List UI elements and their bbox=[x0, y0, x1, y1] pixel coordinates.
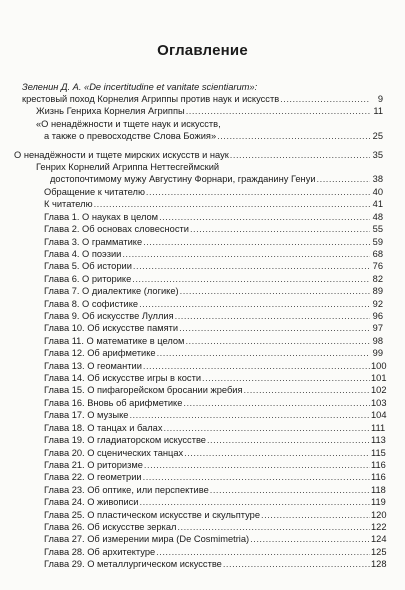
toc-entry-text: Глава 14. Об искусстве игры в кости bbox=[44, 373, 202, 383]
toc-chapter[interactable] bbox=[44, 285, 383, 297]
toc-page-number: 101 bbox=[371, 373, 387, 383]
toc-entry[interactable] bbox=[44, 198, 383, 210]
toc-page-number: 35 bbox=[372, 150, 383, 160]
toc-entry-text: «О ненадёжности и тщете наук и искусств, bbox=[36, 119, 221, 129]
toc-chapter[interactable] bbox=[44, 360, 387, 372]
toc-entry[interactable] bbox=[50, 173, 383, 185]
leader-dots bbox=[210, 484, 370, 496]
toc-entry-text: Глава 9. Об искусстве Луллия bbox=[44, 311, 174, 321]
toc-page-number: 115 bbox=[371, 448, 386, 458]
toc-chapter[interactable] bbox=[44, 521, 387, 533]
toc-page-number: 48 bbox=[372, 212, 383, 222]
leader-dots bbox=[179, 322, 370, 334]
toc-chapter[interactable] bbox=[44, 372, 387, 384]
toc-entry-text: Глава 22. О геометрии bbox=[44, 472, 142, 482]
toc-entry-text: Обращение к читателю bbox=[44, 187, 145, 197]
toc-chapter[interactable] bbox=[44, 533, 387, 545]
toc-page-number: 68 bbox=[372, 249, 383, 259]
toc-page-number: 103 bbox=[371, 398, 387, 408]
leader-dots bbox=[132, 273, 370, 285]
leader-dots bbox=[156, 546, 370, 558]
toc-page-number: 11 bbox=[373, 106, 383, 116]
leader-dots bbox=[202, 372, 370, 384]
toc-chapter[interactable] bbox=[44, 484, 386, 496]
toc-entry-text: Глава 13. О геомантии bbox=[44, 361, 142, 371]
leader-dots bbox=[143, 236, 370, 248]
toc-chapter[interactable] bbox=[44, 310, 383, 322]
leader-dots bbox=[180, 285, 370, 297]
toc-entry-text: Глава 7. О диалектике (логике) bbox=[44, 286, 179, 296]
toc-page-number: 55 bbox=[372, 224, 383, 234]
toc-page-number: 124 bbox=[371, 534, 387, 544]
leader-dots bbox=[157, 347, 370, 359]
toc-chapter[interactable] bbox=[44, 248, 383, 260]
toc-chapter[interactable] bbox=[44, 236, 383, 248]
toc-entry-text: К читателю bbox=[44, 199, 93, 209]
toc-chapter[interactable] bbox=[44, 422, 386, 434]
leader-dots bbox=[186, 105, 370, 117]
toc-chapter[interactable] bbox=[44, 347, 383, 359]
toc-page-number: 96 bbox=[372, 311, 383, 321]
toc-page-number: 92 bbox=[372, 299, 383, 309]
toc-page-number: 104 bbox=[371, 410, 387, 420]
toc-chapter[interactable] bbox=[44, 335, 383, 347]
toc-page-number: 59 bbox=[372, 237, 383, 247]
toc-entry-text: Глава 8. О софистике bbox=[44, 299, 139, 309]
toc-chapter[interactable] bbox=[44, 459, 386, 471]
toc-page-number: 122 bbox=[371, 522, 387, 532]
toc-chapter[interactable] bbox=[44, 260, 383, 272]
leader-dots bbox=[159, 211, 370, 223]
toc-page-number: 99 bbox=[372, 348, 383, 358]
toc-entry-text: Глава 3. О грамматике bbox=[44, 237, 143, 247]
toc-page-number: 128 bbox=[371, 559, 387, 569]
leader-dots bbox=[139, 298, 370, 310]
toc-entry-text: Глава 11. О математике в целом bbox=[44, 336, 185, 346]
leader-dots bbox=[317, 173, 370, 185]
toc-chapter[interactable] bbox=[44, 509, 387, 521]
page-title: Оглавление bbox=[157, 42, 248, 59]
toc-entry-text: Глава 4. О поэзии bbox=[44, 249, 122, 259]
leader-dots bbox=[207, 434, 370, 446]
toc-page-number: 98 bbox=[372, 336, 383, 346]
leader-dots bbox=[146, 186, 370, 198]
toc-entry[interactable] bbox=[44, 130, 383, 142]
leader-dots bbox=[164, 422, 370, 434]
leader-dots bbox=[250, 533, 370, 545]
leader-dots bbox=[129, 409, 370, 421]
leader-dots bbox=[223, 558, 370, 570]
toc-page-number: 82 bbox=[372, 274, 383, 284]
toc-entry-line bbox=[36, 161, 219, 173]
toc-entry-text: Глава 21. О риторизме bbox=[44, 460, 143, 470]
toc-page-number: 38 bbox=[372, 174, 383, 184]
leader-dots bbox=[185, 335, 370, 347]
toc-entry-text: Глава 2. Об основах словесности bbox=[44, 224, 189, 234]
toc-page-number: 125 bbox=[371, 547, 387, 557]
toc-page-number: 89 bbox=[372, 286, 383, 296]
toc-page-number: 100 bbox=[371, 361, 387, 371]
leader-dots bbox=[177, 521, 370, 533]
toc-entry-text: Глава 24. О живописи bbox=[44, 497, 139, 507]
leader-dots bbox=[230, 149, 370, 161]
leader-dots bbox=[184, 447, 370, 459]
toc-entry-text: Глава 16. Вновь об арифметике bbox=[44, 398, 183, 408]
toc-page-number: 119 bbox=[371, 497, 386, 507]
toc-entry-text: Зеленин Д. А. «De incertitudine et vanitate scientiarum»: bbox=[22, 82, 258, 92]
leader-dots bbox=[143, 471, 370, 483]
toc-entry-text: Глава 5. Об истории bbox=[44, 261, 132, 271]
toc-entry-text: Жизнь Генриха Корнелия Агриппы bbox=[36, 106, 185, 116]
leader-dots bbox=[94, 198, 370, 210]
toc-entry-text: Глава 10. Об искусстве памяти bbox=[44, 323, 179, 333]
toc-chapter[interactable] bbox=[44, 322, 383, 334]
leader-dots bbox=[217, 130, 370, 142]
toc-entry[interactable] bbox=[14, 149, 383, 161]
toc-chapter[interactable] bbox=[44, 447, 386, 459]
toc-entry[interactable] bbox=[36, 105, 383, 117]
toc-entry-text: Глава 25. О пластическом искусстве и скульптуре bbox=[44, 510, 261, 520]
leader-dots bbox=[261, 509, 370, 521]
toc-entry[interactable] bbox=[44, 186, 383, 198]
toc-chapter[interactable] bbox=[44, 223, 383, 235]
toc-entry-line bbox=[36, 118, 221, 130]
toc-page-number: 25 bbox=[372, 131, 383, 141]
toc-entry[interactable] bbox=[22, 93, 383, 105]
toc-entry-text: Глава 29. О металлургическом искусстве bbox=[44, 559, 222, 569]
toc-page-number: 116 bbox=[371, 472, 386, 482]
toc-entry-text: О ненадёжности и тщете мирских искусств и наук bbox=[14, 150, 229, 160]
toc-chapter[interactable] bbox=[44, 384, 387, 396]
toc-page-number: 118 bbox=[371, 485, 386, 495]
toc-entry-text: Глава 17. О музыке bbox=[44, 410, 129, 420]
toc-entry-text: Глава 18. О танцах и балах bbox=[44, 423, 163, 433]
toc-entry-text: Глава 28. Об архитектуре bbox=[44, 547, 156, 557]
toc-chapter[interactable] bbox=[44, 409, 387, 421]
toc-entry-text: достопочтимому мужу Августину Форнари, гражданину Генуи bbox=[50, 174, 316, 184]
toc-chapter[interactable] bbox=[44, 434, 386, 446]
toc-entry-essay-title bbox=[22, 81, 257, 93]
toc-page-number: 111 bbox=[371, 423, 386, 433]
toc-chapter[interactable] bbox=[44, 397, 387, 409]
toc-page-number: 116 bbox=[371, 460, 386, 470]
toc-chapter[interactable] bbox=[44, 471, 386, 483]
toc-chapter[interactable] bbox=[44, 298, 383, 310]
leader-dots bbox=[122, 248, 370, 260]
toc-page-number: 76 bbox=[372, 261, 383, 271]
toc-page-number: 120 bbox=[371, 510, 387, 520]
toc-page-number: 40 bbox=[372, 187, 383, 197]
toc-entry-text: Глава 6. О риторике bbox=[44, 274, 132, 284]
toc-page-number: 113 bbox=[371, 435, 386, 445]
toc-chapter[interactable] bbox=[44, 496, 386, 508]
leader-dots bbox=[140, 496, 370, 508]
toc-entry-text: Глава 26. Об искусстве зеркал bbox=[44, 522, 177, 532]
leader-dots bbox=[175, 310, 370, 322]
toc-entry-text: Глава 20. О сценических танцах bbox=[44, 448, 184, 458]
leader-dots bbox=[143, 360, 370, 372]
toc-entry-text: а также о превосходстве Слова Божия» bbox=[44, 131, 217, 141]
toc-page-number: 9 bbox=[377, 94, 383, 104]
toc-entry-text: Глава 15. О пифагорейском бросании жребия bbox=[44, 385, 243, 395]
toc-entry-text: Генрих Корнелий Агриппа Неттесгеймский bbox=[36, 162, 220, 172]
leader-dots bbox=[144, 459, 370, 471]
toc-page-number: 97 bbox=[372, 323, 383, 333]
toc-entry-text: Глава 12. Об арифметике bbox=[44, 348, 156, 358]
toc-chapter[interactable] bbox=[44, 211, 383, 223]
toc-chapter[interactable] bbox=[44, 546, 387, 558]
leader-dots bbox=[190, 223, 370, 235]
leader-dots bbox=[280, 93, 370, 105]
toc-entry-text: Глава 1. О науках в целом bbox=[44, 212, 159, 222]
toc-chapter[interactable] bbox=[44, 273, 383, 285]
toc-page-number: 41 bbox=[372, 199, 383, 209]
toc-page-number: 102 bbox=[371, 385, 387, 395]
toc-entry-text: Глава 23. Об оптике, или перспективе bbox=[44, 485, 209, 495]
leader-dots bbox=[244, 384, 370, 396]
toc-entry-text: Глава 27. Об измерении мира (De Cosmimetria) bbox=[44, 534, 250, 544]
leader-dots bbox=[183, 397, 370, 409]
toc-entry-text: крестовый поход Корнелия Агриппы против наук и искусств bbox=[22, 94, 280, 104]
toc-chapter[interactable] bbox=[44, 558, 387, 570]
toc-entry-text: Глава 19. О гладиаторском искусстве bbox=[44, 435, 206, 445]
leader-dots bbox=[133, 260, 370, 272]
